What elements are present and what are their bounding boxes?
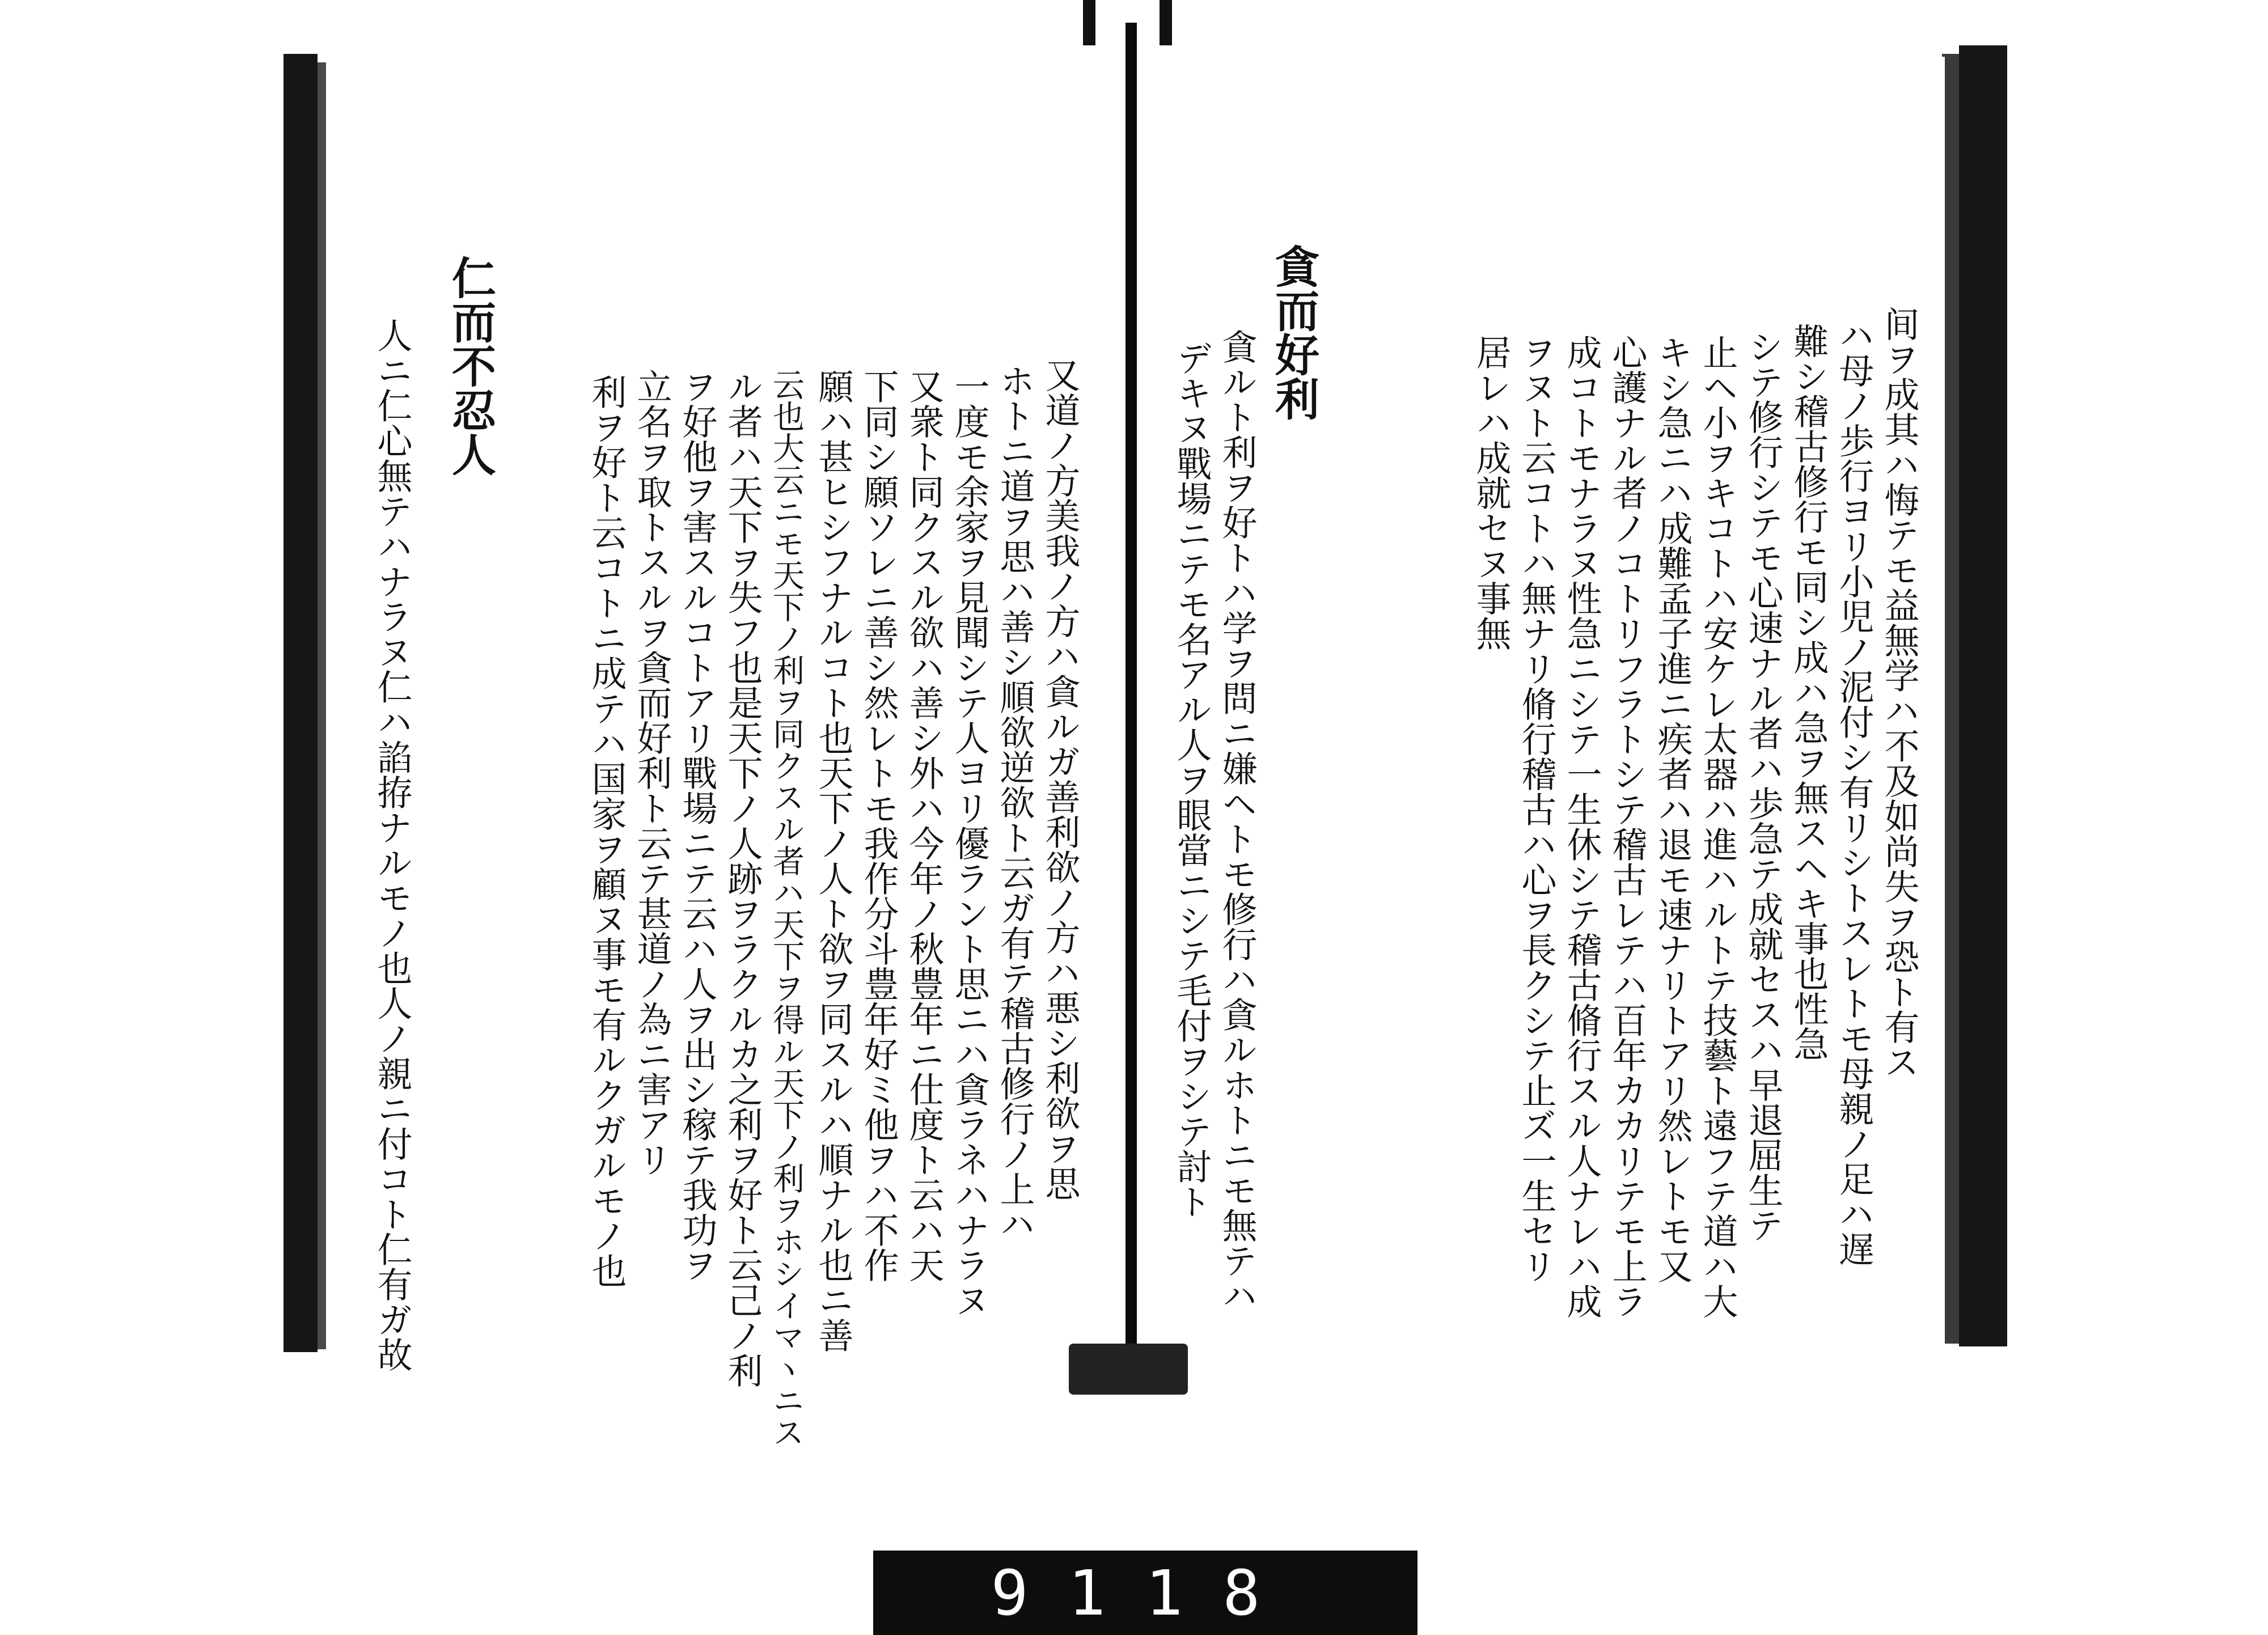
text-column: 又道ノ方美我ノ方ハ貪ルガ善利欲ノ方ハ悪シ利欲ヲ思 xyxy=(1039,357,1081,1201)
left-page-edge xyxy=(284,54,318,1352)
text-column: 下同シ願ソレニ善シ然レトモ我作分斗豊年好ミ他ヲハ不作 xyxy=(858,368,899,1282)
text-column: 人ニ仁心無テハナラヌ仁ハ諂拵ナルモノ也人ノ親ニ付コト仁有ガ故 xyxy=(371,317,413,1372)
text-column: 云也大云ニモ天下ノ利ヲ同クスル者ハ天下ヲ得ル天下ノ利ヲホシイマヽニス xyxy=(768,368,805,1448)
text-column: ヲヌト云コトハ無ナリ脩行稽古ハ心ヲ長クシテ止ズ一生セリ xyxy=(1516,334,1557,1284)
text-column: 心護ナル者ノコトリフラトシテ稽古レテハ百年カカリテモ上ラ xyxy=(1606,334,1648,1319)
section-heading: 仁而不忍人 xyxy=(445,255,496,476)
text-column: キシ急ニハ成難孟子進ニ疾者ハ退モ速ナリトアリ然レトモ又 xyxy=(1652,334,1693,1284)
text-column: 止ヘ小ヲキコトハ安ケレ太器ハ進ハルトテ技藝ト遠フテ道ハ大 xyxy=(1697,334,1738,1319)
text-column: 利ヲ好ト云コトニ成テハ国家ヲ顧ヌ事モ有ルクガルモノ也 xyxy=(586,374,627,1288)
text-column: 又衆ト同クスル欲ハ善シ外ハ今年ノ秋豊年ニ仕度ト云ハ天 xyxy=(903,368,945,1282)
text-column: 间ヲ成其ハ悔テモ益無学ハ不及如尚失ヲ恐ト有ス xyxy=(1878,306,1920,1079)
right-page-edge xyxy=(1959,45,2007,1346)
text-column: ヲ好他ヲ害スルコトアリ戰場ニテ云ハ人ヲ出シ稼テ我功ヲ xyxy=(676,368,718,1282)
section-heading: 貪而好利 xyxy=(1268,244,1319,421)
text-column: 成コトモナラヌ性急ニシテ一生休シテ稽古脩行スル人ナレハ成 xyxy=(1561,334,1602,1319)
text-column: 貪ルト利ヲ好トハ学ヲ問ニ嫌ヘトモ修行ハ貪ルホトニモ無テハ xyxy=(1216,329,1258,1313)
text-column: 願ハ甚ヒシフナルコト也天下ノ人ト欲ヲ同スルハ順ナル也ニ善 xyxy=(813,368,854,1353)
binding-clip xyxy=(1083,0,1095,45)
catalog-label xyxy=(873,1551,1417,1635)
binding-clip xyxy=(1160,0,1172,45)
book-gutter xyxy=(1125,23,1137,1372)
text-column: 立名ヲ取トスルヲ貪而好利ト云テ甚道ノ為ニ害アリ xyxy=(631,368,672,1177)
text-column: 難シ稽古修行モ同シ成ハ急ヲ無スヘキ事也性急 xyxy=(1788,323,1829,1061)
text-column: シテ修行シテモ心速ナル者ハ歩急テ成就セスハ早退屈生テ xyxy=(1742,329,1784,1243)
binding-clip xyxy=(1069,1344,1188,1395)
text-column: デキヌ戰場ニテモ名アル人ヲ眼當ニシテ毛付ヲシテ討ト xyxy=(1171,340,1212,1219)
text-column: 居レハ成就セヌ事無 xyxy=(1470,334,1512,651)
catalog-number: 9118 xyxy=(991,1556,1300,1629)
text-column: ホトニ道ヲ思ハ善シ順欲逆欲ト云ガ有テ稽古修行ノ上ハ xyxy=(994,363,1035,1242)
text-column: ル者ハ天下ヲ失フ也是天下ノ人跡ヲラクルカ之利ヲ好ト云己ノ利 xyxy=(722,368,763,1388)
text-column: 一度モ余家ヲ見聞シテ人ヨリ優ラント思ニハ貪ラネハナラヌ xyxy=(949,368,990,1318)
text-column: ハ母ノ歩行ヨリ小児ノ泥付シ有リシトスレトモ母親ノ足ハ遅 xyxy=(1833,317,1875,1267)
